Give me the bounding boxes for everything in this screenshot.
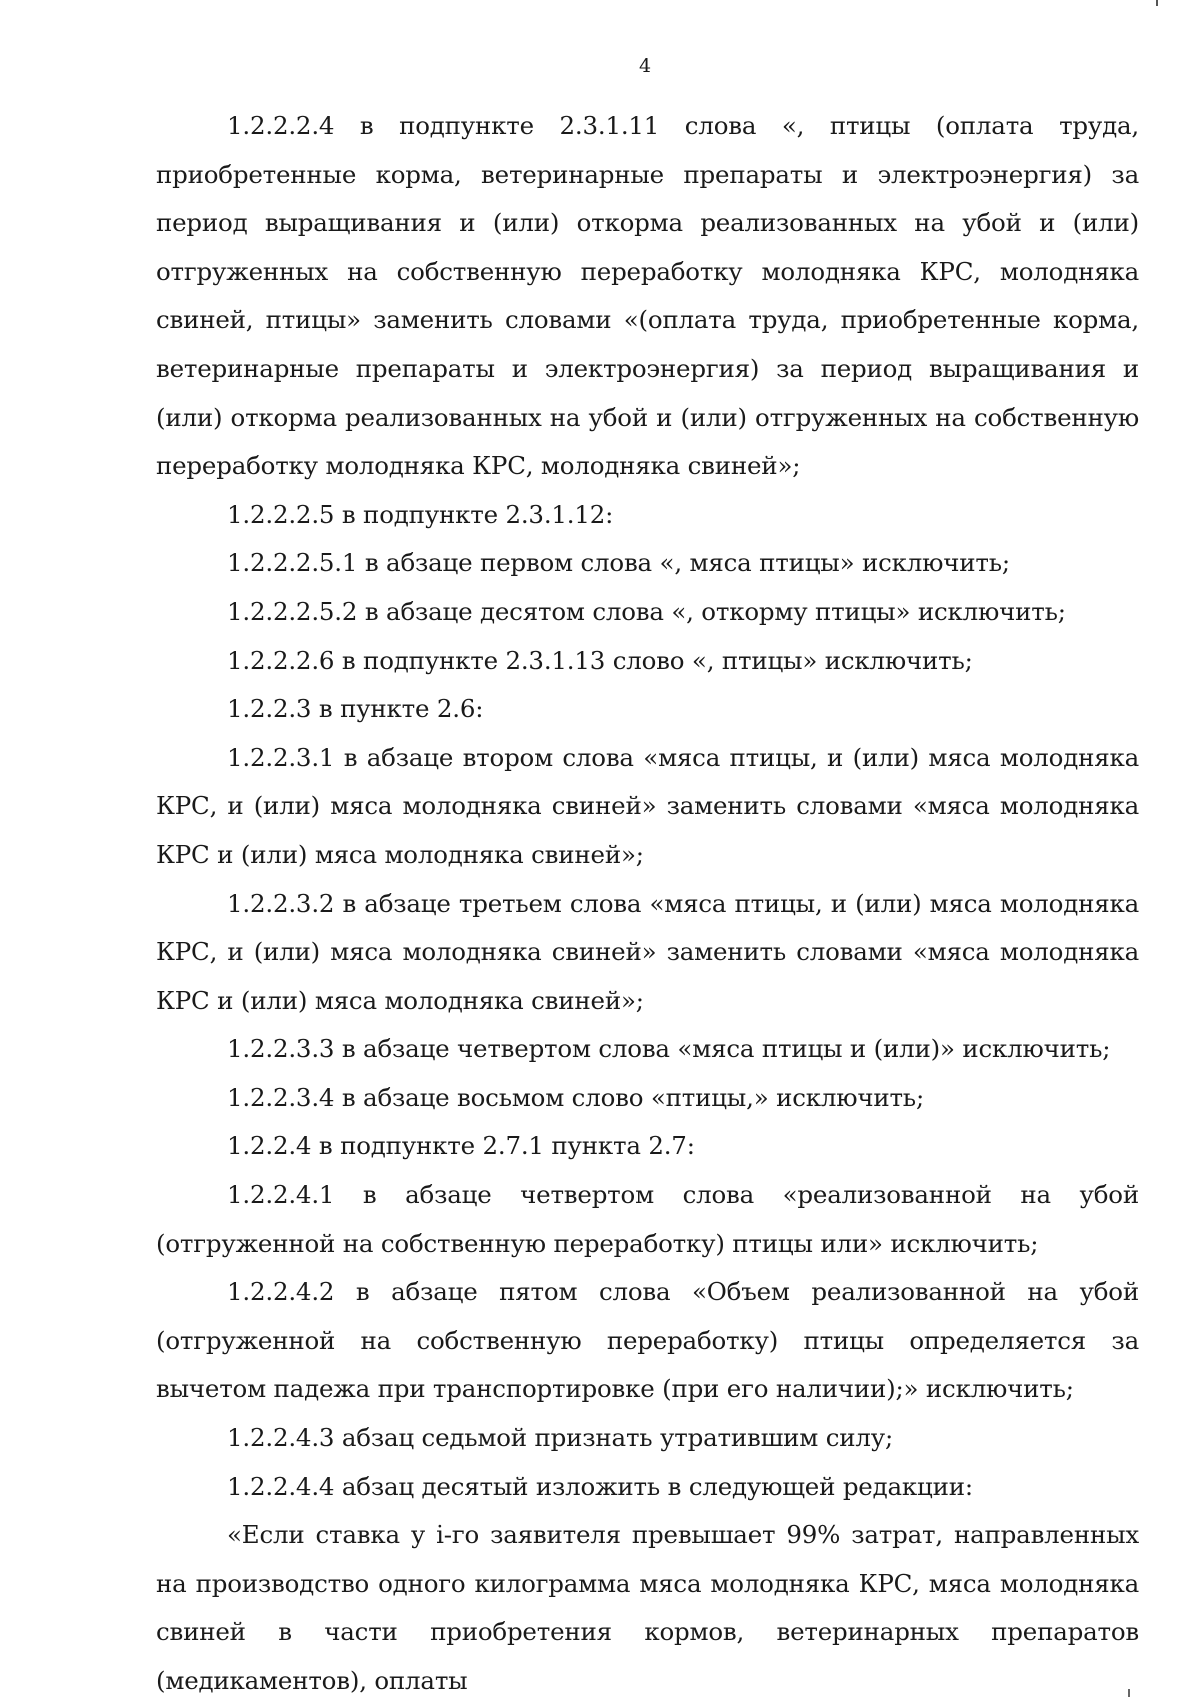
page-number: 4 (638, 55, 652, 77)
paragraph-1-2-2-3-1: 1.2.2.3.1 в абзаце втором слова «мяса птицы, и (или) мяса молодняка КРС, и (или) мяса молодняка свиней» заменить словами «мяса молодняка КРС и (или) мяса молодняка свиней»; (156, 742, 1139, 869)
paragraph-1-2-2-3-4: 1.2.2.3.4 в абзаце восьмом слово «птицы,» исключить; (227, 1082, 925, 1112)
paragraph-1-2-2-2-5: 1.2.2.2.5 в подпункте 2.3.1.12: (227, 499, 614, 529)
paragraph-1-2-2-4-4: 1.2.2.4.4 абзац десятый изложить в следующей редакции: (227, 1471, 973, 1501)
scan-artifact-mark (1156, 0, 1158, 6)
paragraph-1-2-2-3: 1.2.2.3 в пункте 2.6: (227, 694, 484, 724)
paragraph-quoted-text: «Если ставка у i-го заявителя превышает 99% затрат, направленных на производство одного килограмма мяса молодняка КРС, мяса молодняка свиней в части приобретения кормов, ветеринарных препаратов (медикаментов), оплаты (156, 1520, 1139, 1695)
paragraph-1-2-2-4: 1.2.2.4 в подпункте 2.7.1 пункта 2.7: (227, 1131, 695, 1161)
paragraph-1-2-2-2-4: 1.2.2.2.4 в подпункте 2.3.1.11 слова «, птицы (оплата труда, приобретенные корма, ветеринарные препараты и электроэнергия) за период выращивания и (или) откорма реализованных на убой и (или) отгруженных на собственную переработку молодняка КРС, молодняка свиней, птицы» заменить словами «(оплата труда, приобретенные корма, ветеринарные препараты и электроэнергия) за период выращивания и (или) откорма реализованных на убой и (или) отгруженных на собственную переработку молодняка КРС, молодняка свиней»; (156, 111, 1139, 481)
paragraph-1-2-2-2-5-2: 1.2.2.2.5.2 в абзаце десятом слова «, откорму птицы» исключить; (227, 596, 1066, 626)
paragraph-1-2-2-4-2: 1.2.2.4.2 в абзаце пятом слова «Объем реализованной на убой (отгруженной на собственную переработку) птицы определяется за вычетом падежа при транспортировке (при его наличии);» исключить; (156, 1277, 1139, 1404)
document-body (156, 102, 1139, 1706)
scan-artifact-mark-bottom (1128, 1689, 1130, 1697)
paragraph-1-2-2-2-5-1: 1.2.2.2.5.1 в абзаце первом слова «, мяса птицы» исключить; (227, 548, 1010, 578)
paragraph-1-2-2-2-6: 1.2.2.2.6 в подпункте 2.3.1.13 слово «, птицы» исключить; (227, 645, 973, 675)
paragraph-1-2-2-3-3: 1.2.2.3.3 в абзаце четвертом слова «мяса птицы и (или)» исключить; (227, 1034, 1111, 1064)
paragraph-1-2-2-3-2: 1.2.2.3.2 в абзаце третьем слова «мяса птицы, и (или) мяса молодняка КРС, и (или) мяса молодняка свиней» заменить словами «мяса молодняка КРС и (или) мяса молодняка свиней»; (156, 888, 1139, 1015)
paragraph-1-2-2-4-3: 1.2.2.4.3 абзац седьмой признать утратившим силу; (227, 1423, 894, 1453)
paragraph-1-2-2-4-1: 1.2.2.4.1 в абзаце четвертом слова «реализованной на убой (отгруженной на собственную переработку) птицы или» исключить; (156, 1180, 1139, 1258)
